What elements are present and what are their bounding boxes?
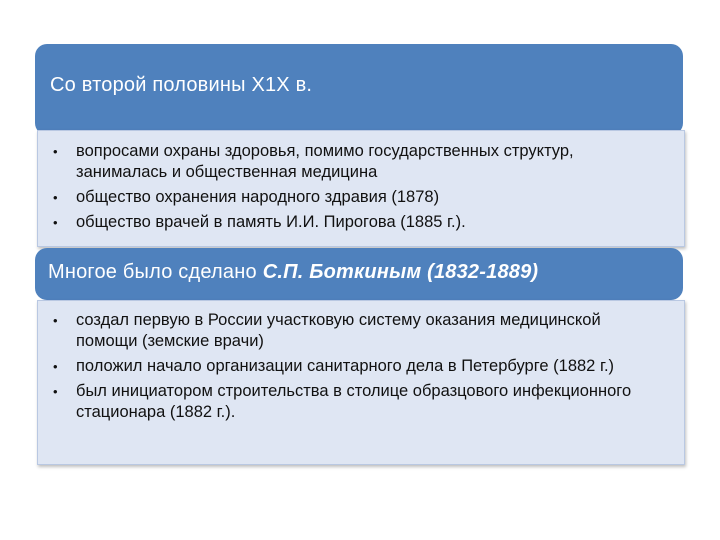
- section-1-list: [53, 141, 664, 233]
- list-item: • общество охранения народного здравия (1878): [53, 188, 440, 206]
- section-2-list: [53, 310, 664, 423]
- section-1-header: [35, 44, 683, 135]
- bullet-icon: •: [53, 359, 58, 374]
- section-1-content: [37, 130, 685, 247]
- list-item: • положил начало организации санитарного дела в Петербурге (1882 г.): [53, 357, 615, 375]
- list-item: • вопросами охраны здоровья, помимо государственных структур, занималась и общественная медицина: [53, 142, 574, 181]
- list-item: • был инициатором строительства в столице образцового инфекционного стационара (1882 г.).: [53, 382, 632, 421]
- bullet-icon: •: [53, 313, 58, 328]
- section-2-title-prefix: Многое было сделано: [48, 260, 257, 283]
- section-1-title: Со второй половины Х1Х в.: [50, 74, 313, 96]
- list-item: • общество врачей в память И.И. Пирогова (1885 г.).: [53, 213, 466, 231]
- section-2-header: [35, 248, 683, 300]
- section-2-content: [37, 300, 685, 465]
- section-2-title-emphasis: С.П. Боткиным (1832-1889): [262, 260, 539, 283]
- bullet-icon: •: [53, 144, 58, 159]
- bullet-icon: •: [53, 190, 58, 205]
- list-item: • создал первую в России участковую систему оказания медицинской помощи (земские врачи): [53, 311, 601, 350]
- bullet-icon: •: [53, 215, 58, 230]
- bullet-icon: •: [53, 384, 58, 399]
